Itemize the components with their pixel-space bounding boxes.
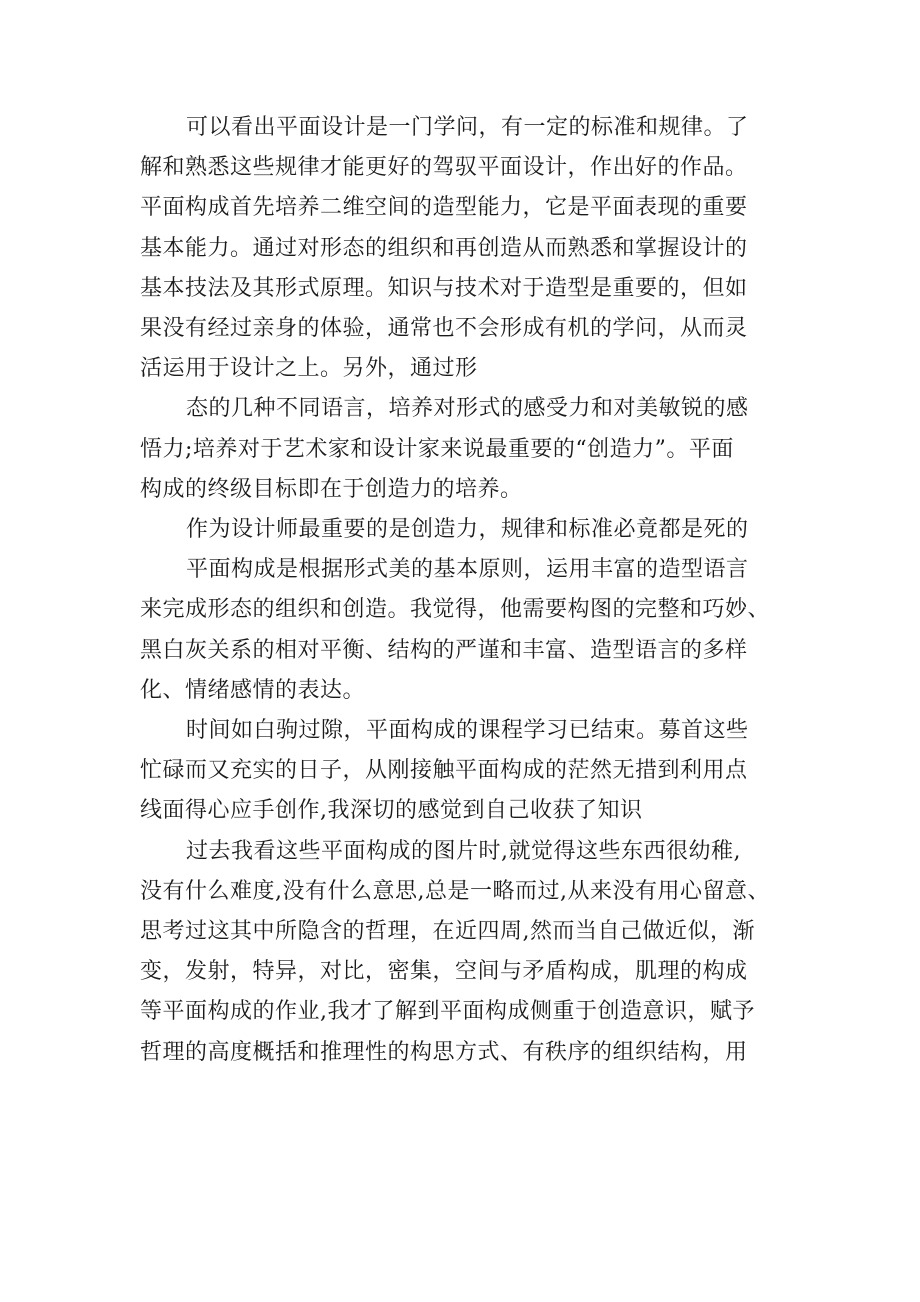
paragraph-1 [140,108,790,389]
text-line: 构成的终级目标即在于创造力的培养。 [140,476,523,502]
text-line: 平面构成首先培养二维空间的造型能力，它是平面表现的重要 [140,195,748,221]
text-line: 化、情绪感情的表达。 [140,677,366,703]
paragraph-2 [140,389,790,510]
text-line: 没有什么难度,没有什么意思,总是一略而过,从来没有用心留意、 [140,878,770,904]
text-line: 悟力;培养对于艺术家和设计家来说最重要的“创造力”。平面 [140,436,734,462]
paragraph-4 [140,550,790,711]
text-line: 果没有经过亲身的体验，通常也不会形成有机的学问，从而灵 [140,316,748,342]
text-line: 时间如白驹过隙，平面构成的课程学习已结束。募首这些 [186,718,749,744]
text-line: 过去我看这些平面构成的图片时,就觉得这些东西很幼稚, [186,838,741,864]
paragraph-6 [140,832,790,1073]
paragraph-3 [140,510,790,550]
text-line: 解和熟悉这些规律才能更好的驾驭平面设计，作出好的作品。 [140,155,748,181]
text-line: 来完成形态的组织和创造。我觉得，他需要构图的完整和巧妙、 [140,597,771,623]
text-line: 等平面构成的作业,我才了解到平面构成侧重于创造意识，赋予 [140,999,755,1025]
document-body [140,108,790,1073]
text-line: 基本技法及其形式原理。知识与技术对于造型是重要的，但如 [140,275,748,301]
text-line: 平面构成是根据形式美的基本原则，运用丰富的造型语言 [186,557,749,583]
text-line: 活运用于设计之上。另外，通过形 [140,356,478,382]
text-line: 哲理的高度概括和推理性的构思方式、有秩序的组织结构，用 [140,1039,748,1065]
text-line: 基本能力。通过对形态的组织和再创造从而熟悉和掌握设计的 [140,235,748,261]
text-line: 可以看出平面设计是一门学问，有一定的标准和规律。了 [186,115,749,140]
text-line: 思考过这其中所隐含的哲理，在近四周,然而当自己做近似，渐 [140,919,755,945]
text-line: 黑白灰关系的相对平衡、结构的严谨和丰富、造型语言的多样 [140,637,748,663]
text-line: 线面得心应手创作,我深切的感觉到自己收获了知识 [140,798,643,824]
text-line: 态的几种不同语言，培养对形式的感受力和对美敏锐的感 [186,396,749,422]
paragraph-5 [140,711,790,832]
text-line: 作为设计师最重要的是创造力，规律和标准必竟都是死的 [186,517,749,543]
text-line: 忙碌而又充实的日子，从刚接触平面构成的茫然无措到利用点 [140,758,748,784]
text-line: 变，发射，特异，对比，密集，空间与矛盾构成，肌理的构成 [140,959,748,985]
